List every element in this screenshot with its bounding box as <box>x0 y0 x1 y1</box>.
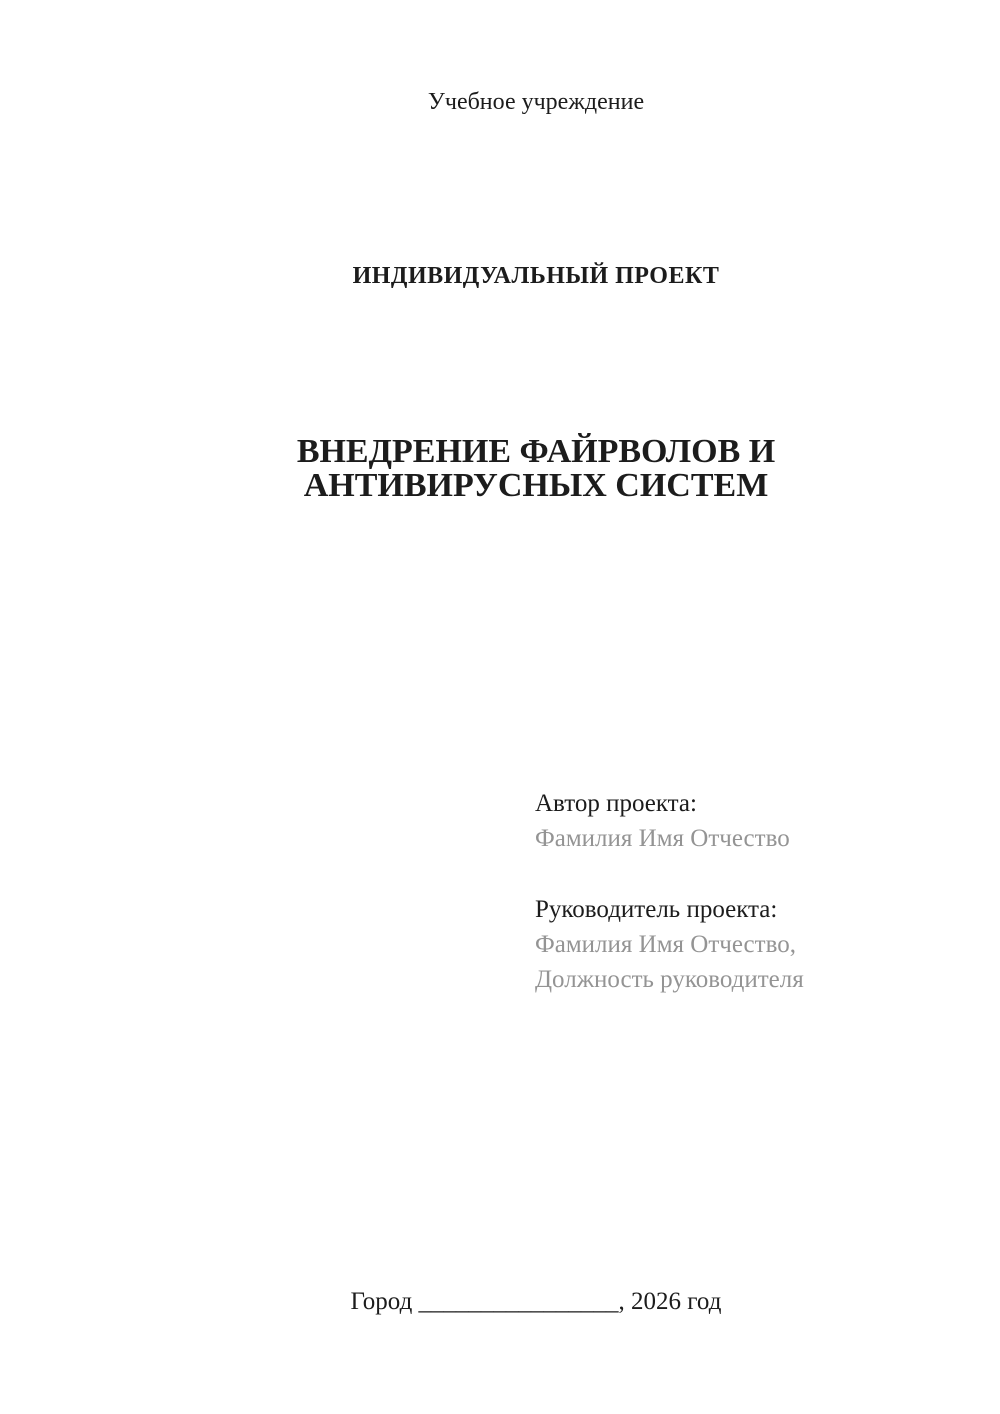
author-name-placeholder: Фамилия Имя Отчество <box>535 825 790 852</box>
author-label: Автор проекта: <box>535 790 697 817</box>
project-title <box>143 435 929 503</box>
credits-spacer <box>535 856 929 892</box>
project-title-line-1: ВНЕДРЕНИЕ ФАЙРВОЛОВ И <box>296 433 776 470</box>
supervisor-position-placeholder: Должность руководителя <box>535 966 804 993</box>
project-type-heading: ИНДИВИДУАЛЬНЫЙ ПРОЕКТ <box>352 263 720 289</box>
supervisor-label: Руководитель проекта: <box>535 896 778 923</box>
project-title-line-2: АНТИВИРУСНЫХ СИСТЕМ <box>303 467 769 504</box>
credits-block <box>535 786 929 997</box>
supervisor-name-placeholder: Фамилия Имя Отчество, <box>535 931 796 958</box>
city-year-line: Город ________________, 2026 год <box>350 1288 722 1315</box>
institution-name: Учебное учреждение <box>427 89 645 115</box>
